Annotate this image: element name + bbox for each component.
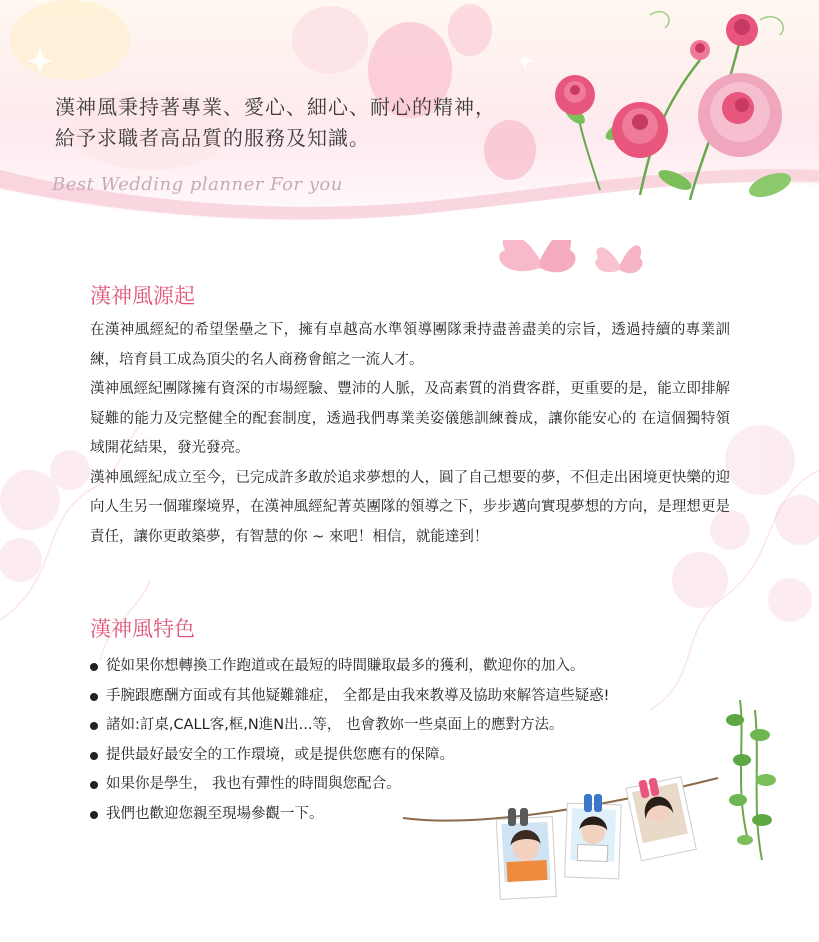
rose-icon	[698, 73, 782, 157]
feature-item: 從如果你想轉換工作跑道或在最短的時間賺取最多的獲利，歡迎你的加入。	[90, 652, 609, 682]
hanging-photos	[398, 690, 758, 920]
slogan-line-1: 漢神風秉持著專業、愛心、細心、耐心的精神，	[55, 95, 496, 119]
origin-title: 漢神風源起	[90, 284, 195, 308]
photo-frame	[496, 817, 556, 900]
butterfly-icon	[499, 240, 575, 272]
rose-icon	[612, 102, 668, 158]
origin-paragraph: 漢神風經紀團隊擁有資深的市場經驗、豐沛的人脈，及高素質的消費客群，更重要的是，能立即排解疑難的能力及完整健全的配套制度，透過我們專業美姿儀態訓練養成，讓你能安心的 在這個獨特領域開花結果，發光發亮。	[90, 381, 730, 456]
feature-item: 如果你是學生， 我也有彈性的時間與您配合。	[90, 770, 609, 800]
feature-item: 諸如:訂桌,CALL客,框,N進N出...等， 也會教妳一些桌面上的應對方法。	[90, 711, 609, 741]
butterfly-icon	[595, 245, 642, 273]
origin-paragraph: 漢神風經紀成立至今，已完成許多敢於追求夢想的人，圓了自己想要的夢，不但走出困境更快樂的迎向人生另一個璀璨境界，在漢神風經紀菁英團隊的領導之下，步步邁向實現夢想的方向，是理想更是責任，讓你更敢築夢，有智慧的你 ~ 來吧！相信，就能達到！	[90, 469, 730, 545]
rose-icon	[726, 14, 758, 46]
banner-slogan	[55, 92, 496, 154]
header-banner	[0, 0, 819, 240]
photo-frame	[565, 803, 622, 879]
feature-item: 手腕跟應酬方面或有其他疑難雜症， 全都是由我來教導及協助來解答這些疑惑!	[90, 682, 609, 712]
features-title: 漢神風特色	[90, 617, 195, 641]
banner-script-text: Best Wedding planner For you	[52, 174, 343, 195]
origin-paragraph: 在漢神風經紀的希望堡壘之下，擁有卓越高水準領導團隊秉持盡善盡美的宗旨，透過持續的專業訓練，培育員工成為頂尖的名人商務會館之一流人才。	[90, 322, 730, 368]
rose-icon	[555, 75, 595, 115]
feature-item: 我們也歡迎您親至現場參觀一下。	[90, 800, 609, 830]
slogan-line-2: 給予求職者高品質的服務及知識。	[55, 126, 370, 150]
feature-item: 提供最好最安全的工作環境，或是提供您應有的保障。	[90, 741, 609, 771]
photo-frame	[626, 777, 696, 861]
origin-paragraphs	[90, 316, 730, 552]
rose-icon	[690, 40, 710, 60]
